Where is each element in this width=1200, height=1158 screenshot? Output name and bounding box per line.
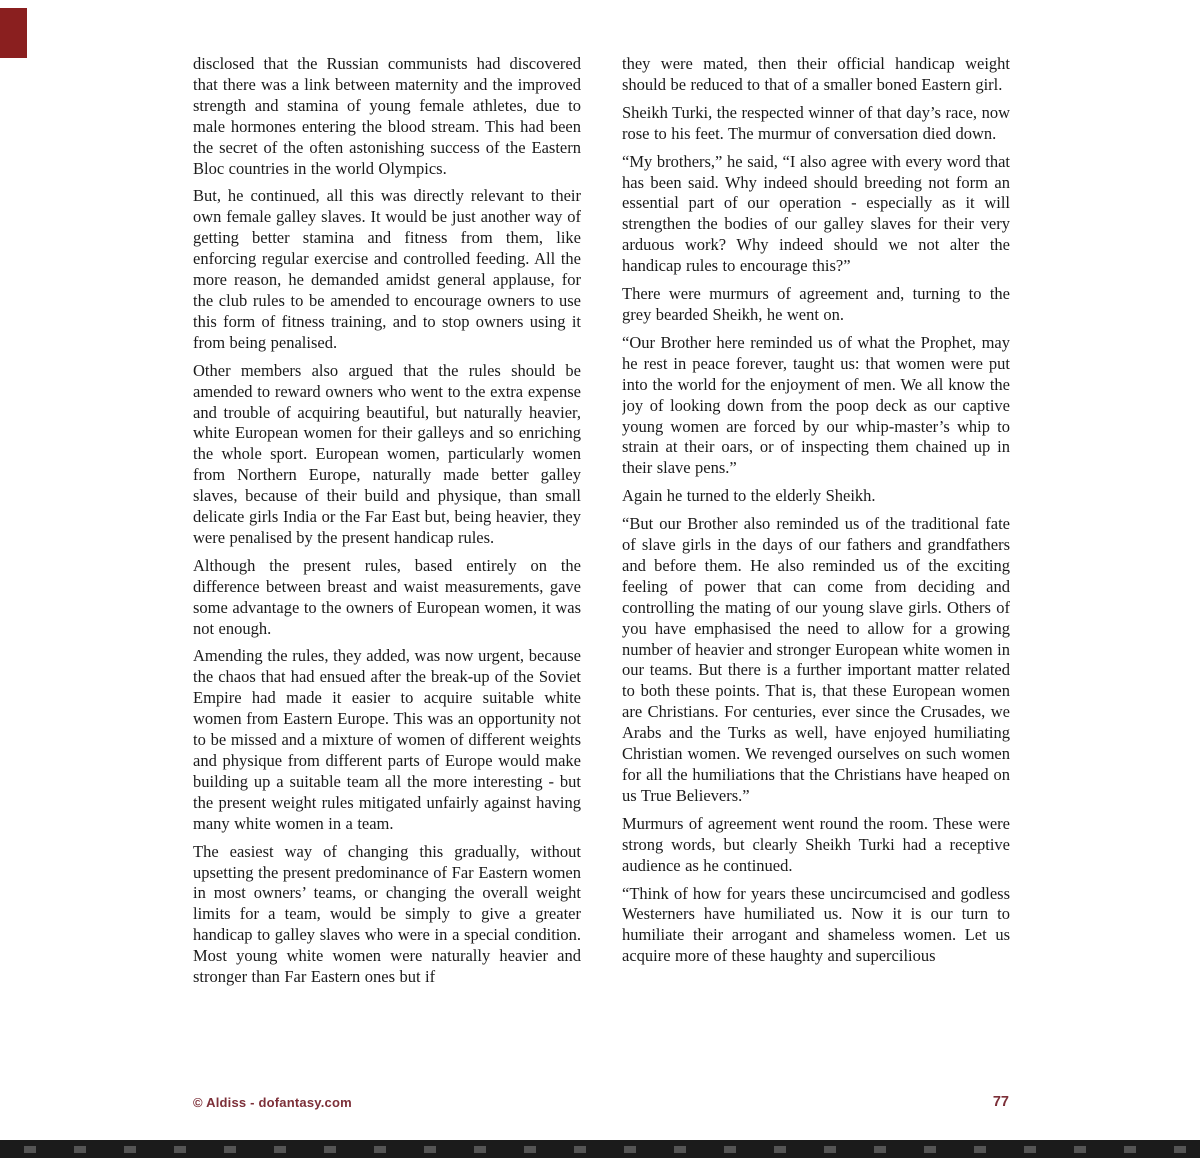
paragraph: “Our Brother here reminded us of what the Prophet, may he rest in peace forever, taught us: that women were put into the world for the enjoyment of men. We all know the joy of looking down from the poop deck as our captive young women are forced by our whip-master’s whip to strain at their oars, or of inspecting them chained up in their slave pens.” — [622, 332, 1010, 478]
paragraph: Sheikh Turki, the respected winner of that day’s race, now rose to his feet. The murmur of conversation died down. — [622, 102, 1010, 143]
text-column-right — [622, 54, 1010, 1092]
paragraph: they were mated, then their official handicap weight should be reduced to that of a smaller boned Eastern girl. — [622, 54, 1010, 94]
paragraph: Again he turned to the elderly Sheikh. — [622, 486, 876, 506]
text-column-left — [193, 54, 581, 1092]
paragraph: “Think of how for years these uncircumcised and godless Westerners have humiliated us. Now it is our turn to humiliate their arrogant and shameless women. Let us acquire more of these haughty and supercilious — [622, 883, 1010, 966]
next-page-edge-sliver — [0, 1140, 1200, 1158]
paragraph: “But our Brother also reminded us of the traditional fate of slave girls in the days of our fathers and grandfathers and before them. He also reminded us of the exciting feeling of power that can come from deciding and controlling the mating of our young slave girls. Others of you have emphasised the need to allow for a growing number of heavier and stronger European white women in our teams. But there is a further important matter related to both these points. That is, that these European women are Christians. For centuries, ever since the Crusades, we Arabs and the Turks as well, have enjoyed humiliating Christian women. We revenged ourselves on such women for all the humiliations that the Christians have heaped on us True Believers.” — [622, 514, 1010, 805]
paragraph: But, he continued, all this was directly relevant to their own female galley slaves. It would be just another way of getting better stamina and fitness from them, like enforcing regular exercise and controlled feeding. All the more reason, he demanded amidst general applause, for the club rules to be amended to encourage owners to use this form of fitness training, and to stop owners using it from being penalised. — [193, 186, 581, 352]
paragraph: Although the present rules, based entirely on the difference between breast and waist measurements, gave some advantage to the owners of European women, it was not enough. — [193, 555, 581, 638]
paragraph: The easiest way of changing this gradually, without upsetting the present predominance of Far Eastern women in most owners’ teams, or changing the overall weight limits for a team, would be simply to give a greater handicap to galley slaves who were in a special condition. Most young white women were naturally heavier and stronger than Far Eastern ones but if — [193, 841, 581, 987]
paragraph: There were murmurs of agreement and, turning to the grey bearded Sheikh, he went on. — [622, 284, 1010, 324]
previous-page-edge-sliver — [0, 8, 27, 58]
paragraph: Murmurs of agreement went round the room. These were strong words, but clearly Sheikh Turki had a receptive audience as he continued. — [622, 813, 1010, 875]
page-number: 77 — [992, 1094, 1009, 1110]
paragraph: Amending the rules, they added, was now urgent, because the chaos that had ensued after the break-up of the Soviet Empire had made it easier to acquire suitable white women from Eastern Europe. This was an opportunity not to be missed and a mixture of women of different weights and physique from different parts of Europe would make building up a suitable team all the more interesting - but the present weight rules mitigated unfairly against having many white women in a team. — [193, 646, 581, 833]
paragraph: disclosed that the Russian communists had discovered that there was a link between maternity and the improved strength and stamina of young female athletes, due to male hormones entering the blood stream. This had been the secret of the often astonishing success of the Eastern Bloc countries in the world Olympics. — [193, 54, 581, 178]
copyright-notice: © Aldiss - dofantasy.com — [193, 1095, 352, 1110]
paragraph: “My brothers,” he said, “I also agree with every word that has been said. Why indeed should breeding not form an essential part of our operation - especially as it will strengthen the bodies of our galley slaves for their very arduous work? Why indeed should we not alter the handicap rules to encourage this?” — [622, 151, 1010, 276]
paragraph: Other members also argued that the rules should be amended to reward owners who went to the extra expense and trouble of acquiring beautiful, but naturally heavier, white European women for their galleys and so enriching the whole sport. European women, particularly women from Northern Europe, naturally made better galley slaves, because of their build and physique, than small delicate girls India or the Far East but, being heavier, they were penalised by the present handicap rules. — [193, 360, 581, 547]
